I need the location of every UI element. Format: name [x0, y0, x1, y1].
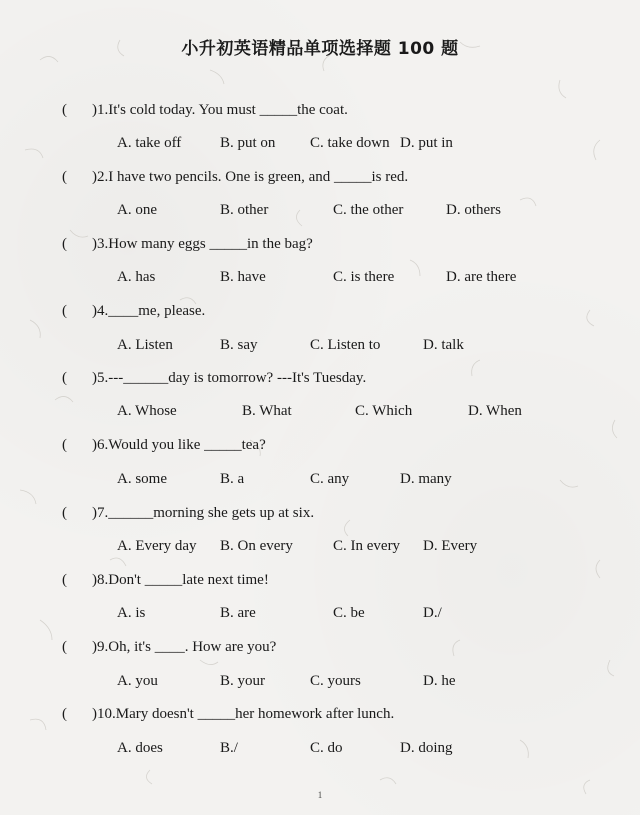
answer-paren: (	[62, 370, 67, 386]
question-stem: )6.Would you like _____tea?	[92, 437, 266, 453]
option-a: A. one	[117, 202, 157, 218]
option-d: D. are there	[446, 269, 517, 285]
option-c: C. the other	[333, 202, 404, 218]
question-stem: )4.____me, please.	[92, 303, 206, 319]
option-c: C. do	[310, 740, 343, 756]
answer-paren: (	[62, 437, 67, 453]
document-title: 小升初英语精品单项选择题 100 题	[181, 39, 459, 59]
option-a: A. some	[117, 471, 167, 487]
option-a: A. is	[117, 605, 146, 621]
answer-paren: (	[62, 169, 67, 185]
answer-paren: (	[62, 572, 67, 588]
option-a: A. Listen	[117, 337, 173, 353]
option-b: B. have	[220, 269, 266, 285]
question-stem: )3.How many eggs _____in the bag?	[92, 236, 313, 252]
question-stem: )9.Oh, it's ____. How are you?	[92, 639, 277, 655]
question-stem: )5.---______day is tomorrow? ---It's Tuesday.	[92, 370, 367, 386]
page-number: 1	[317, 790, 323, 800]
option-b: B. say	[220, 337, 258, 353]
option-b: B. your	[220, 673, 265, 689]
option-c: C. Listen to	[310, 337, 381, 353]
option-d: D. talk	[423, 337, 464, 353]
option-c: C. Which	[355, 403, 413, 419]
option-a: A. does	[117, 740, 163, 756]
option-d: D. doing	[400, 740, 453, 756]
option-c: C. be	[333, 605, 365, 621]
option-b: B. put on	[220, 135, 276, 151]
option-c: C. yours	[310, 673, 361, 689]
option-c: C. is there	[333, 269, 395, 285]
option-c: C. any	[310, 471, 350, 487]
answer-paren: (	[62, 706, 67, 722]
option-a: A. you	[117, 673, 158, 689]
option-d: D. When	[468, 403, 522, 419]
option-a: A. has	[117, 269, 156, 285]
option-b: B. What	[242, 403, 292, 419]
answer-paren: (	[62, 102, 67, 118]
option-b: B. other	[220, 202, 269, 218]
option-d: D. put in	[400, 135, 453, 151]
option-c: C. take down	[310, 135, 390, 151]
answer-paren: (	[62, 303, 67, 319]
option-a: A. Every day	[117, 538, 197, 554]
answer-paren: (	[62, 505, 67, 521]
option-b: B. a	[220, 471, 245, 487]
option-d: D. others	[446, 202, 501, 218]
question-stem: )7.______morning she gets up at six.	[92, 505, 315, 521]
option-d: D./	[423, 605, 442, 621]
question-stem: )8.Don't _____late next time!	[92, 572, 269, 588]
option-b: B. are	[220, 605, 256, 621]
option-c: C. In every	[333, 538, 401, 554]
question-stem: )2.I have two pencils. One is green, and _____is red.	[92, 169, 409, 185]
answer-paren: (	[62, 639, 67, 655]
question-stem: )1.It's cold today. You must _____the coat.	[92, 102, 348, 118]
option-b: B. On every	[220, 538, 293, 554]
answer-paren: (	[62, 236, 67, 252]
option-a: A. take off	[117, 135, 182, 151]
option-b: B./	[220, 740, 238, 756]
option-d: D. he	[423, 673, 456, 689]
question-stem: )10.Mary doesn't _____her homework after lunch.	[92, 706, 395, 722]
option-a: A. Whose	[117, 403, 177, 419]
option-d: D. many	[400, 471, 452, 487]
option-d: D. Every	[423, 538, 478, 554]
